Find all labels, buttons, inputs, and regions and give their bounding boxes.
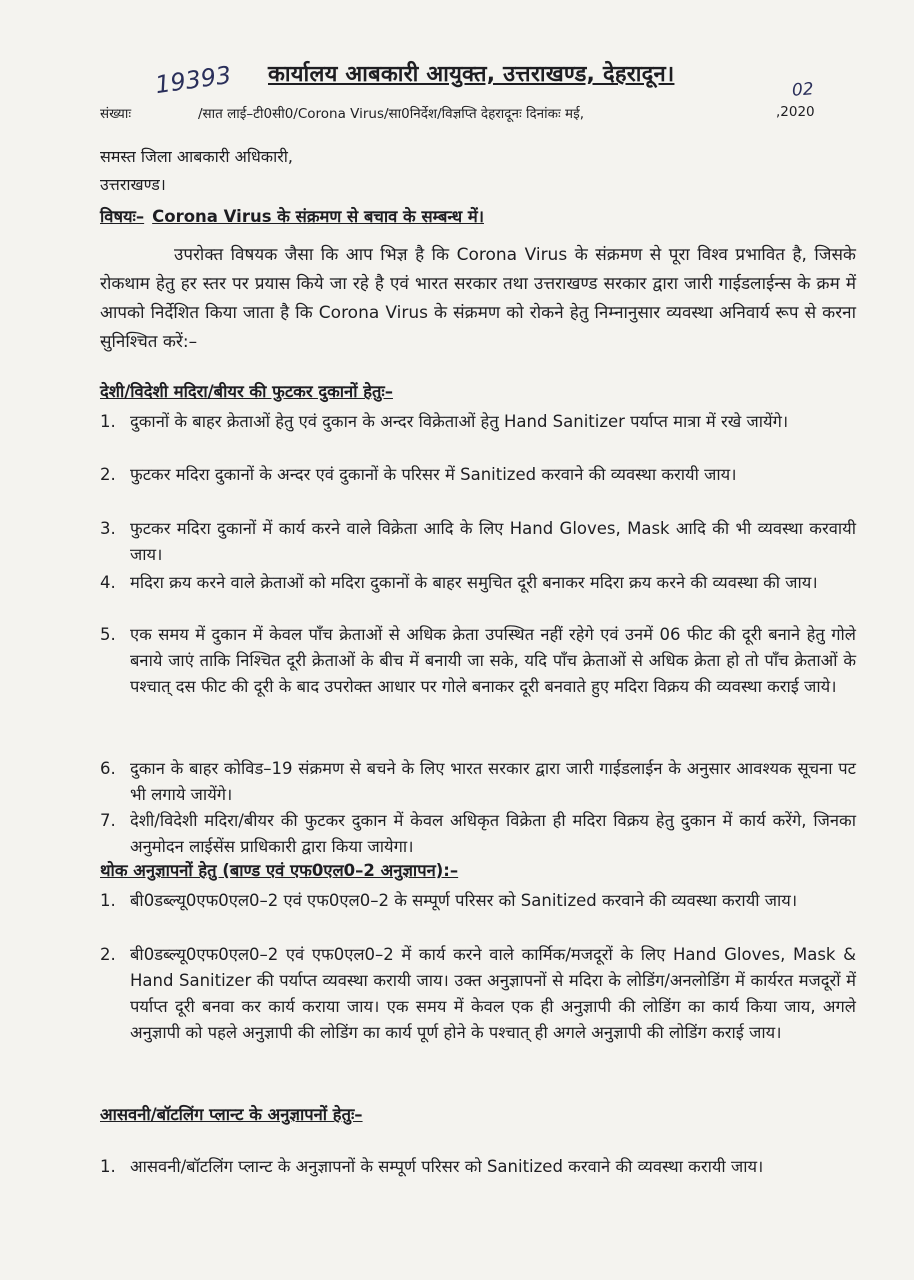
list-item — [100, 1154, 856, 1180]
item-text: फुटकर मदिरा दुकानों के अन्दर एवं दुकानों के परिसर में Sanitized करवाने की व्यवस्था करायी जाय। — [130, 465, 737, 484]
handwritten-dispatch-number: 19393 — [153, 60, 233, 100]
item-number: 4. — [100, 573, 116, 592]
intro-paragraph: उपरोक्त विषयक जैसा कि आप भिज्ञ है कि Corona Virus के संक्रमण से पूरा विश्व प्रभावित है, जिसके रोकथाम हेतु हर स्तर पर प्रयास किये जा रहे है एवं भारत सरकार तथा उत्तराखण्ड सरकार द्वारा जारी गाईडलाईन्स के क्रम में आपको निर्देशित किया जाता है कि Corona Virus के संक्रमण को रोकने हेतु निम्नानुसार व्यवस्था अनिवार्य रूप से करना सुनिश्चित करें:– — [100, 245, 856, 352]
addressee-line-1: समस्त जिला आबकारी अधिकारी, — [100, 147, 294, 166]
list-item — [100, 462, 856, 488]
item-text: फुटकर मदिरा दुकानों में कार्य करने वाले विक्रेता आदि के लिए Hand Gloves, Mask आदि की भी व्यवस्था करवायी जाय। — [130, 519, 856, 564]
subject-label: विषयः– — [100, 207, 145, 226]
item-text: देशी/विदेशी मदिरा/बीयर की फुटकर दुकान में केवल अधिकृत विक्रेता ही मदिरा विक्रय हेतु दुकान में कार्य करेंगे, जिनका अनुमोदन लाईसेंस प्राधिकारी द्वारा किया जायेगा। — [130, 811, 856, 856]
item-text: बी0डब्ल्यू0एफ0एल0–2 एवं एफ0एल0–2 के सम्पूर्ण परिसर को Sanitized करवाने की व्यवस्था करायी जाय। — [130, 891, 798, 910]
reference-text: /सात लाई–टी0सी0/Corona Virus/सा0निर्देश/विज्ञप्ति देहरादूनः दिनांकः मई, — [198, 106, 584, 122]
reference-year: ,2020 — [776, 104, 815, 120]
list-item — [100, 409, 856, 435]
item-text: आसवनी/बॉटलिंग प्लान्ट के अनुज्ञापनों के सम्पूर्ण परिसर को Sanitized करवाने की व्यवस्था करायी जाय। — [130, 1157, 764, 1176]
item-text: दुकान के बाहर कोविड–19 संक्रमण से बचने के लिए भारत सरकार द्वारा जारी गाईडलाईन के अनुसार आवश्यक सूचना पट भी लगाये जायेंगे। — [130, 759, 856, 804]
list-item — [100, 942, 856, 1046]
item-number: 2. — [100, 465, 116, 484]
subject-text: Corona Virus के संक्रमण से बचाव के सम्बन्ध में। — [152, 207, 484, 226]
subject-line — [100, 204, 484, 227]
item-number: 3. — [100, 519, 116, 538]
list-item — [100, 888, 856, 914]
list-item — [100, 756, 856, 808]
addressee-line-2: उत्तराखण्ड। — [100, 175, 166, 194]
list-item — [100, 808, 856, 860]
item-number: 1. — [100, 412, 116, 431]
section-heading-retail: देशी/विदेशी मदिरा/बीयर की फुटकर दुकानों हेतुः– — [100, 382, 393, 401]
item-text: मदिरा क्रय करने वाले क्रेताओं को मदिरा दुकानों के बाहर समुचित दूरी बनाकर मदिरा क्रय करने की व्यवस्था की जाय। — [130, 573, 818, 592]
item-number: 1. — [100, 891, 116, 910]
handwritten-date-day: 02 — [791, 79, 815, 101]
list-item — [100, 622, 856, 700]
reference-label: संख्याः — [100, 106, 132, 122]
section-heading-distillery: आसवनी/बॉटलिंग प्लान्ट के अनुज्ञापनों हेतुः– — [100, 1105, 363, 1124]
item-text: एक समय में दुकान में केवल पाँच क्रेताओं से अधिक क्रेता उपस्थित नहीं रहेगे एवं उनमें 06 फीट की दूरी बनाने हेतु गोले बनाये जाएं ताकि निश्चित दूरी क्रेताओं के बीच में बनायी जा सके, यदि पाँच क्रेताओं से अधिक क्रेता हो तो पाँच क्रेताओं के पश्चात् दस फीट की दूरी के बाद उपरोक्त आधार पर गोले बनाकर दूरी बनवाते हुए मदिरा विक्रय की व्यवस्था कराई जाये। — [130, 625, 856, 696]
office-title: कार्यालय आबकारी आयुक्त, उत्तराखण्ड, देहरादून। — [268, 62, 675, 87]
item-number: 6. — [100, 759, 116, 778]
item-number: 7. — [100, 811, 116, 830]
list-item — [100, 570, 856, 596]
item-number: 5. — [100, 625, 116, 644]
list-item — [100, 516, 856, 568]
item-number: 1. — [100, 1157, 116, 1176]
item-text: दुकानों के बाहर क्रेताओं हेतु एवं दुकान के अन्दर विक्रेताओं हेतु Hand Sanitizer पर्याप्त मात्रा में रखे जायेंगे। — [130, 412, 789, 431]
item-text: बी0डब्ल्यू0एफ0एल0–2 एवं एफ0एल0–2 में कार्य करने वाले कार्मिक/मजदूरों के लिए Hand Gloves, Mask & Hand Sanitizer की पर्याप्त व्यवस्था करायी जाय। उक्त अनुज्ञापनों से मदिरा के लोडिंग/अनलोडिंग में कार्यरत मजदूरों में पर्याप्त दूरी बनवा कर कार्य कराया जाय। एक समय में केवल एक ही अनुज्ञापी की लोडिंग का कार्य किया जाय, अगले अनुज्ञापी को पहले अनुज्ञापी की लोडिंग का कार्य पूर्ण होने के पश्चात् ही अगले अनुज्ञापी की लोडिंग कराई जाय। — [130, 945, 856, 1042]
section-heading-wholesale: थोक अनुज्ञापनों हेतु (बाण्ड एवं एफ0एल0–2 अनुज्ञापन):– — [100, 861, 459, 880]
item-number: 2. — [100, 945, 116, 964]
